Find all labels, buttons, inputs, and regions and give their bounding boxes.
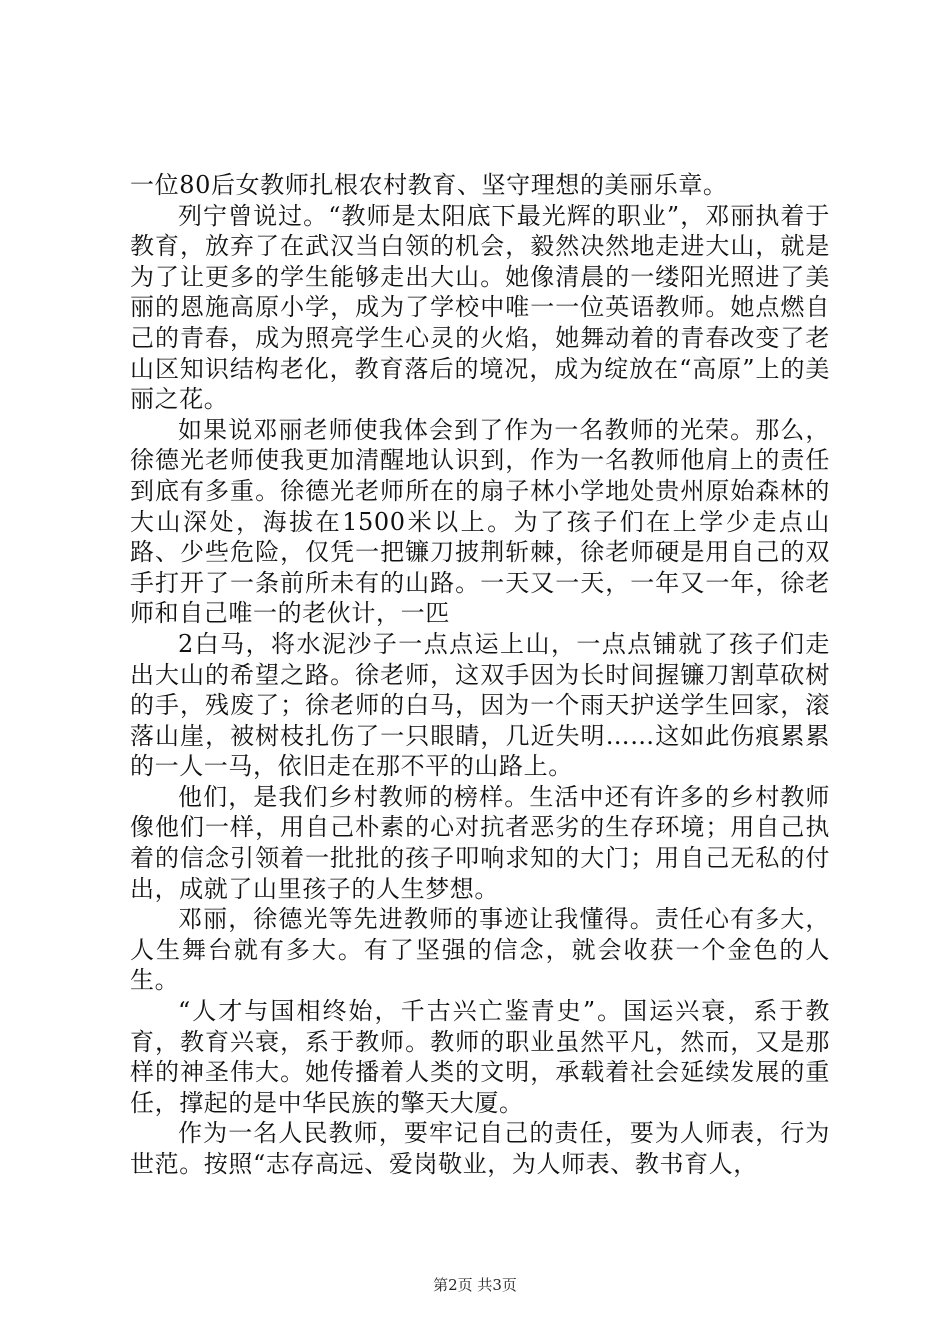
paragraph-1: 一位80后女教师扎根农村教育、坚守理想的美丽乐章。 [130,171,728,199]
paragraph-4: 2白马，将水泥沙子一点点运上山，一点点铺就了孩子们走出大山的希望之路。徐老师，这双手因为长时间握镰刀割草砍树的手，残废了；徐老师的白马，因为一个雨天护送学生回家，滚落山崖，被树枝扎伤了一只眼睛，几近失明……这如此伤痕累累的一人一马，依旧走在那不平的山路上。 [130,629,830,781]
paragraph-2: 列宁曾说过。“教师是太阳底下最光辉的职业”，邓丽执着于教育，放弃了在武汉当白领的机会，毅然决然地走进大山，就是为了让更多的学生能够走出大山。她像清晨的一缕阳光照进了美丽的恩施高原小学，成为了学校中唯一一位英语教师。她点燃自己的青春，成为照亮学生心灵的火焰，她舞动着的青春改变了老山区知识结构老化，教育落后的境况，成为绽放在“高原”上的美丽之花。 [130,201,830,414]
paragraph-6: 邓丽，徐德光等先进教师的事迹让我懂得。责任心有多大，人生舞台就有多大。有了坚强的信念，就会收获一个金色的人生。 [130,905,830,995]
page-number: 第2页 共3页 [433,1276,517,1294]
paragraph-5: 他们，是我们乡村教师的榜样。生活中还有许多的乡村教师像他们一样，用自己朴素的心对抗者恶劣的生存环境；用自己执着的信念引领着一批批的孩子叩响求知的大门；用自己无私的付出，成就了山里孩子的人生梦想。 [130,782,830,903]
body-text [130,170,830,1180]
page-footer [0,1276,950,1294]
paragraph-3: 如果说邓丽老师使我体会到了作为一名教师的光荣。那么，徐德光老师使我更加清醒地认识到，作为一名教师他肩上的责任到底有多重。徐德光老师所在的扇子林小学地处贵州原始森林的大山深处，海拔在1500米以上。为了孩子们在上学少走点山路、少些危险，仅凭一把镰刀披荆斩棘，徐老师硬是用自己的双手打开了一条前所未有的山路。一天又一天，一年又一年，徐老师和自己唯一的老伙计，一匹 [130,415,830,628]
paragraph-7: “人才与国相终始，千古兴亡鉴青史”。国运兴衰，系于教育，教育兴衰，系于教师。教师的职业虽然平凡，然而，又是那样的神圣伟大。她传播着人类的文明，承载着社会延续发展的重任，撑起的是中华民族的擎天大厦。 [130,997,830,1117]
paragraph-8: 作为一名人民教师，要牢记自己的责任，要为人师表，行为世范。按照“志存高远、爱岗敬业，为人师表、教书育人， [130,1119,830,1178]
